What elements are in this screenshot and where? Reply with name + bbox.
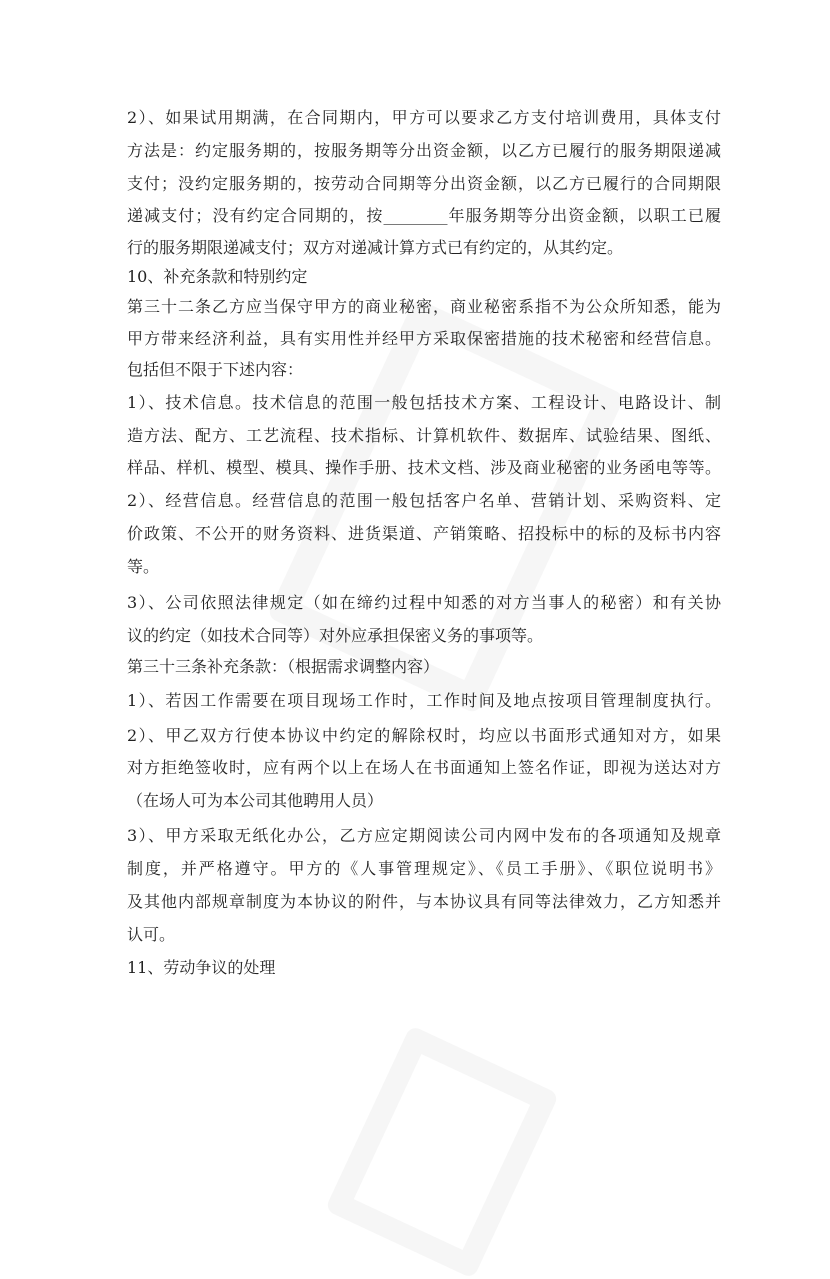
text-line: 等。	[127, 557, 160, 576]
watermark	[325, 1025, 560, 1279]
text-line: 2）、甲乙双方行使本协议中约定的解除权时，均应以书面形式通知对方，如果	[127, 726, 721, 745]
text-line: 第三十二条乙方应当保守甲方的商业秘密，商业秘密系指不为公众所知悉，能为	[127, 297, 721, 316]
text-line: 支付；没约定服务期的，按劳动合同期等分出资金额，以乙方已履行的合同期限	[127, 174, 721, 193]
text-line: 1）、技术信息。技术信息的范围一般包括技术方案、工程设计、电路设计、制	[127, 393, 721, 412]
text-line: 3）、甲方采取无纸化办公，乙方应定期阅读公司内网中发布的各项通知及规章	[127, 826, 721, 845]
text-line: 甲方带来经济利益，具有实用性并经甲方采取保密措施的技术秘密和经营信息。	[127, 329, 721, 348]
text-line: （在场人可为本公司其他聘用人员）	[127, 791, 384, 810]
text-line: 认可。	[127, 925, 176, 944]
text-line: 样品、样机、模型、模具、操作手册、技术文档、涉及商业秘密的业务函电等等。	[127, 458, 721, 477]
text-line: 1）、若因工作需要在项目现场工作时，工作时间及地点按项目管理制度执行。	[127, 691, 721, 710]
text-line: 制度，并严格遵守。甲方的《人事管理规定》、《员工手册》、《职位说明书》	[127, 859, 721, 878]
text-line: 2）、如果试用期满，在合同期内，甲方可以要求乙方支付培训费用，具体支付	[127, 108, 721, 127]
text-line: 造方法、配方、工艺流程、技术指标、计算机软件、数据库、试验结果、图纸、	[127, 426, 721, 445]
text-line: 10、补充条款和特别约定	[127, 267, 308, 286]
text-line: 第三十三条补充条款：（根据需求调整内容）	[127, 657, 440, 676]
text-line: 方法是：约定服务期的，按服务期等分出资金额，以乙方已履行的服务期限递减	[127, 141, 721, 160]
text-line: 递减支付；没有约定合同期的，按________年服务期等分出资金额，以职工已履	[127, 206, 721, 225]
text-line: 价政策、不公开的财务资料、进货渠道、产销策略、招投标中的标的及标书内容	[127, 524, 721, 543]
text-line: 议的约定（如技术合同等）对外应承担保密义务的事项等。	[127, 626, 544, 645]
text-line: 行的服务期限递减支付；双方对递减计算方式已有约定的，从其约定。	[127, 238, 624, 257]
text-line: 及其他内部规章制度为本协议的附件，与本协议具有同等法律效力，乙方知悉并	[127, 892, 721, 911]
text-line: 2）、经营信息。经营信息的范围一般包括客户名单、营销计划、采购资料、定	[127, 491, 721, 510]
text-line: 对方拒绝签收时，应有两个以上在场人在书面通知上签名作证，即视为送达对方	[127, 758, 721, 777]
text-line: 11、劳动争议的处理	[127, 958, 276, 977]
text-line: 包括但不限于下述内容：	[127, 360, 304, 379]
text-line: 3）、公司依照法律规定（如在缔约过程中知悉的对方当事人的秘密）和有关协	[127, 593, 721, 612]
